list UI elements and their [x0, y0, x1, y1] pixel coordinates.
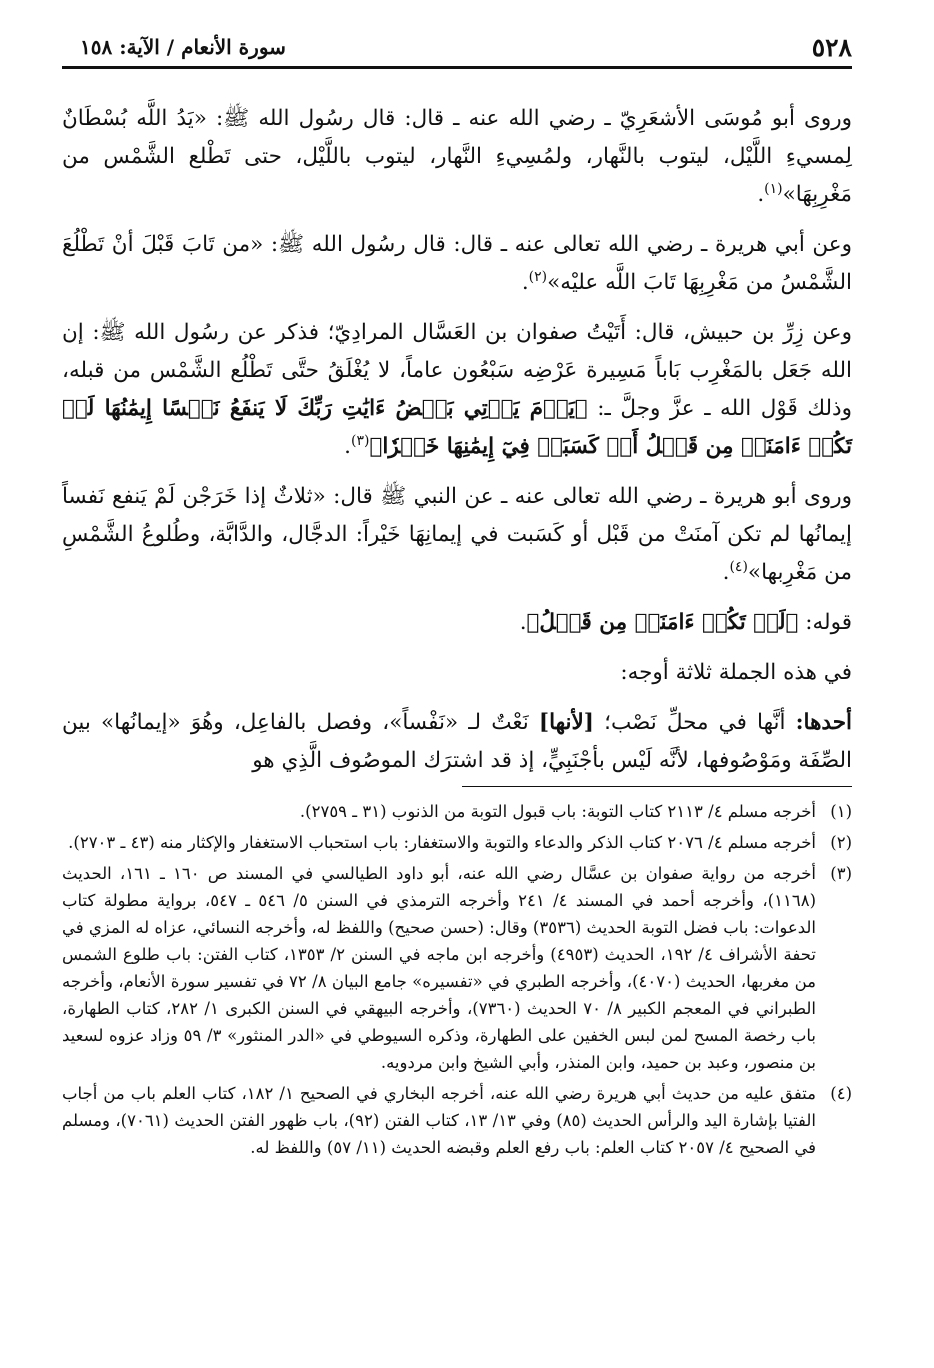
footnote-text: متفق عليه من حديث أبي هريرة رضي الله عنه، أخرجه البخاري في الصحيح ١/ ١٨٢، كتاب العلم باب من أجاب الفتيا بإشارة اليد والرأس الحديث (٨٥) وفي ١٣/ ١٣، كتاب الفتن (٩٢)، باب ظهور الفتن الحديث (٧٠٦١)، ومسلم في الصحيح ٤/ ٢٠٥٧ كتاب العلم: باب رفع العلم وقبضه الحديث (١١/ ٥٧) واللفظ له.: [62, 1084, 816, 1157]
footnote-number: (٣): [830, 864, 852, 883]
paragraph-first-aspect: [62, 704, 852, 780]
paragraph-text: في هذه الجملة ثلاثة أوجه:: [620, 660, 852, 685]
footnote-ref: (٤): [729, 558, 748, 575]
paragraph-end: .: [722, 560, 730, 585]
paragraph-hadith-zirr: [62, 314, 852, 466]
footnote-item: [62, 798, 852, 825]
paragraph-text: وعن أبي هريرة ـ رضي الله تعالى عنه ـ قال: قال رسُول الله ﷺ: «من تَابَ قَبْلَ أنْ تَطْلُعَ الشَّمْسُ من مَغْرِبِهَا تَابَ اللَّه عليْه»: [62, 232, 852, 295]
header-rule: [62, 66, 852, 69]
footnote-item: [62, 829, 852, 856]
footnote-text: أخرجه مسلم ٤/ ٢٠٧٦ كتاب الذكر والدعاء والتوبة والاستغفار: باب استحباب الاستغفار والإكثار منه (٤٣ ـ ٢٧٠٣).: [68, 833, 816, 852]
page-header: [62, 30, 852, 64]
running-title: سورة الأنعام / الآية: ١٥٨: [80, 35, 286, 59]
paragraph-qawluhu: [62, 604, 852, 642]
paragraph-text: وروى أبو هريرة ـ رضي الله تعالى عنه ـ عن النبي ﷺ قال: «ثلاثٌ إذا خَرَجْن لَمْ يَنفع نَفساً إيمانُها لم تكن آمنَتْ من قَبْل أو كَسَبت في إيمانِهَا خَيْراً: الدجَّال، والدَّابَّة، وطُلوعُ الشَّمْسِ من مَغْرِبها»: [62, 484, 852, 585]
paragraph-lead: أحدها:: [795, 710, 852, 735]
footnote-ref: (٣): [350, 432, 370, 449]
quran-verse: ﴿يَوۡمَ يَأۡتِي بَعۡضُ ءَايَٰتِ رَبِّكَ لَا يَنفَعُ نَفۡسًا إِيمَٰنُهَا لَمۡ تَكُنۡ ءَامَنَتۡ مِن قَبۡلُ أَوۡ كَسَبَتۡ فِيٓ إِيمَٰنِهَا خَيۡرٗا﴾: [62, 396, 852, 459]
paragraph-text: وعن زِرِّ بن حبيش، قال: أَتَيْتُ صفوان بن العَسَّال المرادِيّ؛ فذكر عن رسُول الله ﷺ: إن الله جَعَل بالمَغْرِب بَاباً مَسِيرة عَرْضِه سَبْعُون عاماً، لا يُغْلَقُ حتَّى تَطْلُع الشَّمْس من قبله، وذلك قَوْل الله ـ عزَّ وجلَّ ـ:: [62, 320, 852, 421]
footnote-item: [62, 1080, 852, 1161]
paragraph-text: وروى أبو مُوسَى الأشعَرِيّ ـ رضي الله عنه ـ قال: قال رسُول الله ﷺ: «يَدُ اللَّه بُسْطَانٌ لِمسيءِ اللَّيْل، ليتوب بالنَّهار، ولمُسِيءِ النَّهار، ليتوب باللَّيْل، حتى تَطْلع الشَّمْس من مَغْرِبِهَا»: [62, 106, 852, 207]
footnote-ref: (١): [764, 180, 783, 197]
page-number: ٥٢٨: [811, 32, 852, 62]
paragraph-end: .: [344, 434, 351, 459]
paragraph-hadith-abu-musa: [62, 100, 852, 214]
paragraph-end: .: [521, 270, 529, 295]
footnote-number: (٤): [830, 1084, 852, 1103]
quran-verse: ﴿لَمۡ تَكُنۡ ءَامَنَتۡ مِن قَبۡلُ﴾: [526, 610, 799, 635]
paragraph-end: .: [757, 182, 765, 207]
footnote-number: (٢): [830, 833, 852, 852]
footnote-text: أخرجه مسلم ٤/ ٢١١٣ كتاب التوبة: باب قبول التوبة من الذنوب (٣١ ـ ٢٧٥٩).: [299, 802, 816, 821]
bracketed-insert: [لأنها]: [538, 710, 594, 735]
footnote-item: [62, 860, 852, 1076]
footnote-number: (١): [830, 802, 852, 821]
main-text: [62, 100, 852, 792]
footnote-ref: (٢): [528, 268, 548, 285]
paragraph-rest: نَعْتٌ لـ «نَفْساً»، وفصل بالفاعِل، وهُوَ «إيمانُها» بين الصِّفَة ومَوْصُوفها، لأنَّه لَيْس بأجْنَبِيٍّ، إذ قد اشترَك الموصُوف الَّذِي هو: [62, 710, 852, 773]
paragraph-end: .: [519, 610, 527, 635]
paragraph-hadith-abu-hurayra-1: [62, 226, 852, 302]
footnote-rule: [462, 786, 852, 787]
paragraph-lead: قوله:: [805, 610, 852, 635]
paragraph-three-aspects: [62, 654, 852, 692]
paragraph-text: أنَّها في محلِّ نَصْب؛: [604, 710, 786, 735]
footnote-text: أخرجه من رواية صفوان بن عسَّال رضي الله عنه، أبو داود الطيالسي في المسند ص ١٦٠ ـ ١٦١، الحديث (١١٦٨)، وأخرجه أحمد في المسند ٤/ ٢٤١ وأخرجه الترمذي في السنن ٥/ ٥٤٦ ـ ٥٤٧، برواية مطولة كتاب الدعوات: باب فضل التوبة الحديث (٣٥٣٦) وقال: (حسن صحيح) واللفظ له، وأخرجه النسائي، عزاه له المزي في تحفة الأشراف ٤/ ١٩٢، الحديث (٤٩٥٣) وأخرجه ابن ماجه في السنن ٢/ ١٣٥٣، كتاب الفتن: باب طلوع الشمس من مغربها، الحديث (٤٠٧٠)، وأخرجه الطبري في «تفسيره» جامع البيان ٨/ ٧٢ في تفسير سورة الأنعام، وأخرجه الطبراني في المعجم الكبير ٨/ ٧٠ الحديث (٧٣٦٠)، وأخرجه البيهقي في السنن الكبرى ١/ ٢٨٢، كتاب الطهارة، باب رخصة المسح لمن لبس الخفين على الطهارة، وذكره السيوطي في «الدر المنثور» ٣/ ٥٩ وزاد عزوه لسعيد بن منصور، وعبد بن حميد، وابن المنذر، وأبي الشيخ وابن مردويه.: [62, 864, 816, 1072]
paragraph-hadith-abu-hurayra-2: [62, 478, 852, 592]
footnotes: [62, 798, 852, 1165]
